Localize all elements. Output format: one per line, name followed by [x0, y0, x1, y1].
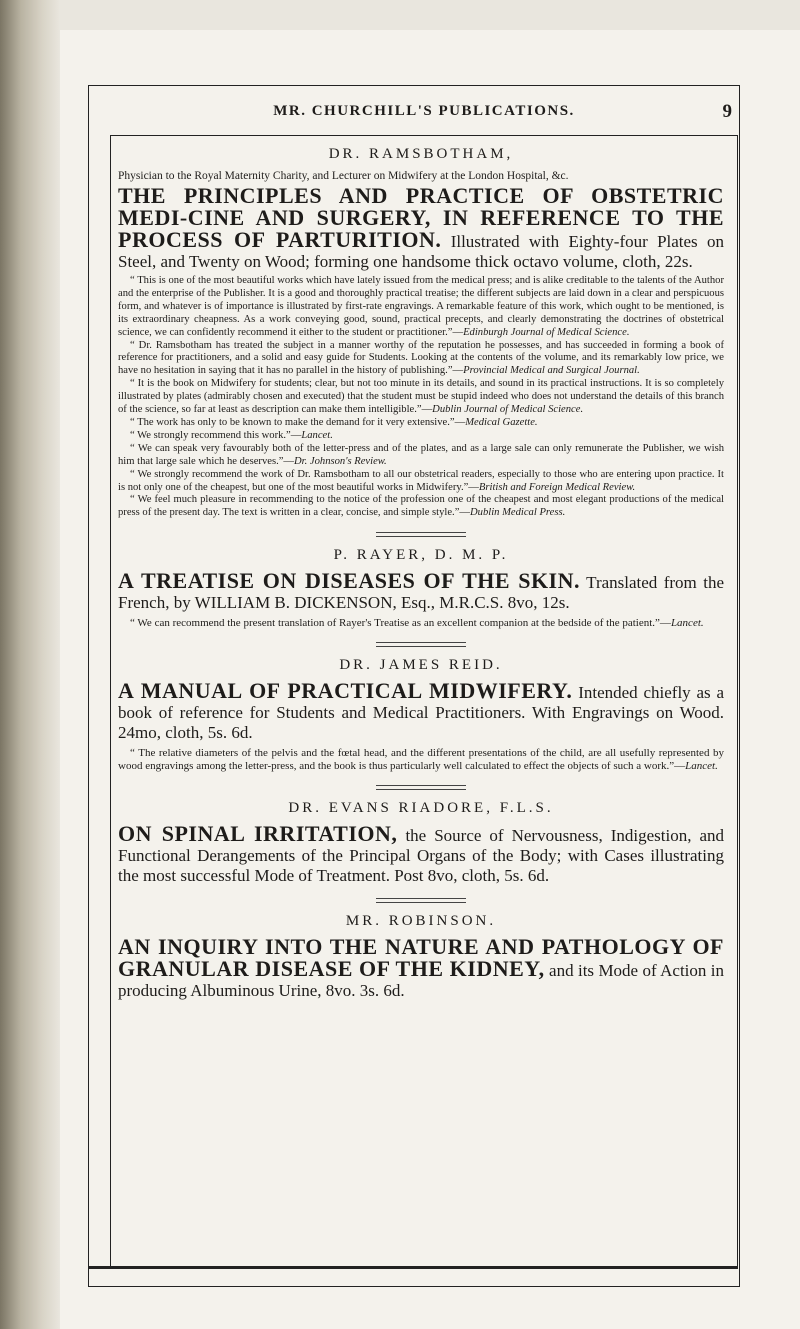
- book-spine-shadow: [0, 0, 60, 1329]
- author-name: MR. ROBINSON.: [345, 913, 497, 930]
- review-quote: [118, 275, 724, 340]
- book-title-caps: A MANUAL OF PRACTICAL MIDWIFERY.: [118, 678, 573, 704]
- review-source: British and Foreign Medical Review.: [478, 481, 636, 493]
- review-source: Medical Gazette.: [465, 416, 538, 428]
- bottom-rule: [88, 1266, 738, 1269]
- book-title: [118, 821, 725, 886]
- book-title-details: Translated from the French, by WILLIAM B. DICKENSON, Esq., M.R.C.S. 8vo, 12s.: [118, 573, 724, 613]
- running-head: [110, 101, 738, 127]
- book-title-details: the Source of Nervousness, Indigestion, and Functional Derangements of the Principal Organs of the Body; with Cases illustrating the most successful Mode of Treatment. Post 8vo, cloth, 5s. 6d.: [118, 826, 725, 886]
- review-quote: [118, 617, 724, 630]
- book-title: [118, 568, 724, 613]
- review-text: “ We can speak very favourably both of the letter-press and of the plates, and as a large sale can only remunerate the Publisher, we wish him that large sale which he deserves.”—: [118, 442, 724, 467]
- book-title-caps: A TREATISE ON DISEASES OF THE SKIN.: [118, 568, 581, 594]
- page-number: 9: [722, 101, 732, 122]
- entry-rayer: [118, 547, 724, 630]
- book-title-caps: THE PRINCIPLES AND PRACTICE OF OBSTETRIC MEDI-CINE AND SURGERY, IN REFERENCE TO THE PROCESS OF PARTURITION.: [118, 183, 724, 252]
- review-text: “ The work has only to be known to make the demand for it very extensive.”—: [130, 416, 466, 428]
- book-title-details: and its Mode of Action in producing Albuminous Urine, 8vo. 3s. 6d.: [118, 961, 725, 1001]
- section-divider: [376, 642, 466, 647]
- book-title-caps: ON SPINAL IRRITATION,: [118, 821, 398, 847]
- review-quote: [118, 417, 724, 430]
- review-quote: [118, 469, 724, 495]
- review-quote: [118, 378, 724, 417]
- author-name: P. RAYER, D. M. P.: [333, 547, 509, 564]
- entry-ramsbotham: [118, 146, 724, 520]
- book-title-caps: AN INQUIRY INTO THE NATURE AND PATHOLOGY OF GRANULAR DISEASE OF THE KIDNEY,: [118, 934, 724, 982]
- catalogue-content: [118, 146, 724, 1004]
- review-source: Edinburgh Journal of Medical Science.: [463, 326, 630, 338]
- book-title: [118, 934, 725, 1001]
- author-name: DR. EVANS RIADORE, F.L.S.: [288, 800, 554, 817]
- review-text: “ Dr. Ramsbotham has treated the subject in a manner worthy of the reputation he possesses, and has succeeded in forming a book of reference for practitioners, and a solid and easy guide for Students. Looking at the contents of the volume, and its remarkably low price, we have no hesitation in saying that it has no parallel in the history of publishing.”—: [118, 339, 724, 377]
- review-text: “ We feel much pleasure in recommending to the notice of the profession one of the cheapest and most elegant productions of the medical press of the present day. The text is written in a clear, concise, and simple style.”—: [118, 494, 724, 519]
- review-quote: [118, 443, 724, 469]
- review-text: “ This is one of the most beautiful works which have lately issued from the medical press; and is alike creditable to the talents of the Author and the enterprise of the Publisher. It is a good and thoroughly practical treatise; the different subjects are laid down in a clear and perspicuous form, and whatever is of importance is illustrated by first-rate engravings. A remarkable feature of this work, which ought to be mentioned, is its extraordinary cheapness. As a work conveying good, sound, practical precepts, and clearly demonstrating the doctrines of obstetrical science, we can confidently recommend it either to the student or practitioner.”—: [118, 275, 724, 338]
- entry-riadore: [118, 800, 724, 886]
- book-title: [118, 183, 724, 272]
- review-text: “ We strongly recommend the work of Dr. Ramsbotham to all our obstetrical readers, especially to those who are entering upon practice. It is not only one of the cheapest, but one of the most beautiful works in Midwifery.”—: [118, 468, 724, 493]
- author-name: DR. JAMES REID.: [339, 657, 503, 674]
- entry-robinson: [118, 913, 724, 1001]
- book-title-details: Illustrated with Eighty-four Plates on Steel, and Twenty on Wood; forming one handsome thick octavo volume, cloth, 22s.: [118, 232, 724, 271]
- review-quote: [118, 494, 724, 520]
- entry-reid: [118, 657, 724, 773]
- review-source: Lancet.: [670, 617, 704, 630]
- author-credentials: Physician to the Royal Maternity Charity, and Lecturer on Midwifery at the London Hospital, &c.: [118, 170, 569, 182]
- review-quote: [118, 340, 724, 379]
- review-text: “ We can recommend the present translation of Rayer's Treatise as an excellent companion at the bedside of the patient.”—: [130, 617, 671, 630]
- review-source: Provincial Medical and Surgical Journal.: [463, 365, 640, 377]
- section-divider: [376, 898, 466, 903]
- review-text: “ It is the book on Midwifery for students; clear, but not too minute in its details, and sound in its practical instructions. It is so completely illustrated by plates (admirably chosen and executed) that the student must be stupid indeed who does not understand the details of this branch of the science, so far at least as description can make them intelligible.”—: [118, 378, 724, 416]
- review-quote: [118, 747, 724, 773]
- running-title: MR. CHURCHILL'S PUBLICATIONS.: [273, 103, 575, 119]
- review-text: “ The relative diameters of the pelvis and the fœtal head, and the different presentations of the child, are all usefully represented by wood engravings among the letter-press, and the book is thus particularly well calculated to effect the objects of such a work.”—: [118, 747, 724, 773]
- review-source: Dr. Johnson's Review.: [294, 455, 387, 467]
- review-quote: [118, 430, 724, 443]
- book-title-details: Intended chiefly as a book of reference for Students and Medical Practitioners. With Engravings on Wood. 24mo, cloth, 5s. 6d.: [118, 683, 724, 743]
- review-source: Lancet.: [685, 760, 718, 773]
- author-name: DR. RAMSBOTHAM,: [328, 146, 514, 162]
- review-text: “ We strongly recommend this work.”—: [130, 429, 302, 441]
- book-title: [118, 678, 724, 743]
- review-source: Dublin Medical Press.: [470, 507, 566, 519]
- review-source: Lancet.: [301, 429, 333, 441]
- section-divider: [376, 532, 466, 537]
- review-source: Dublin Journal of Medical Science.: [432, 404, 584, 416]
- section-divider: [376, 785, 466, 790]
